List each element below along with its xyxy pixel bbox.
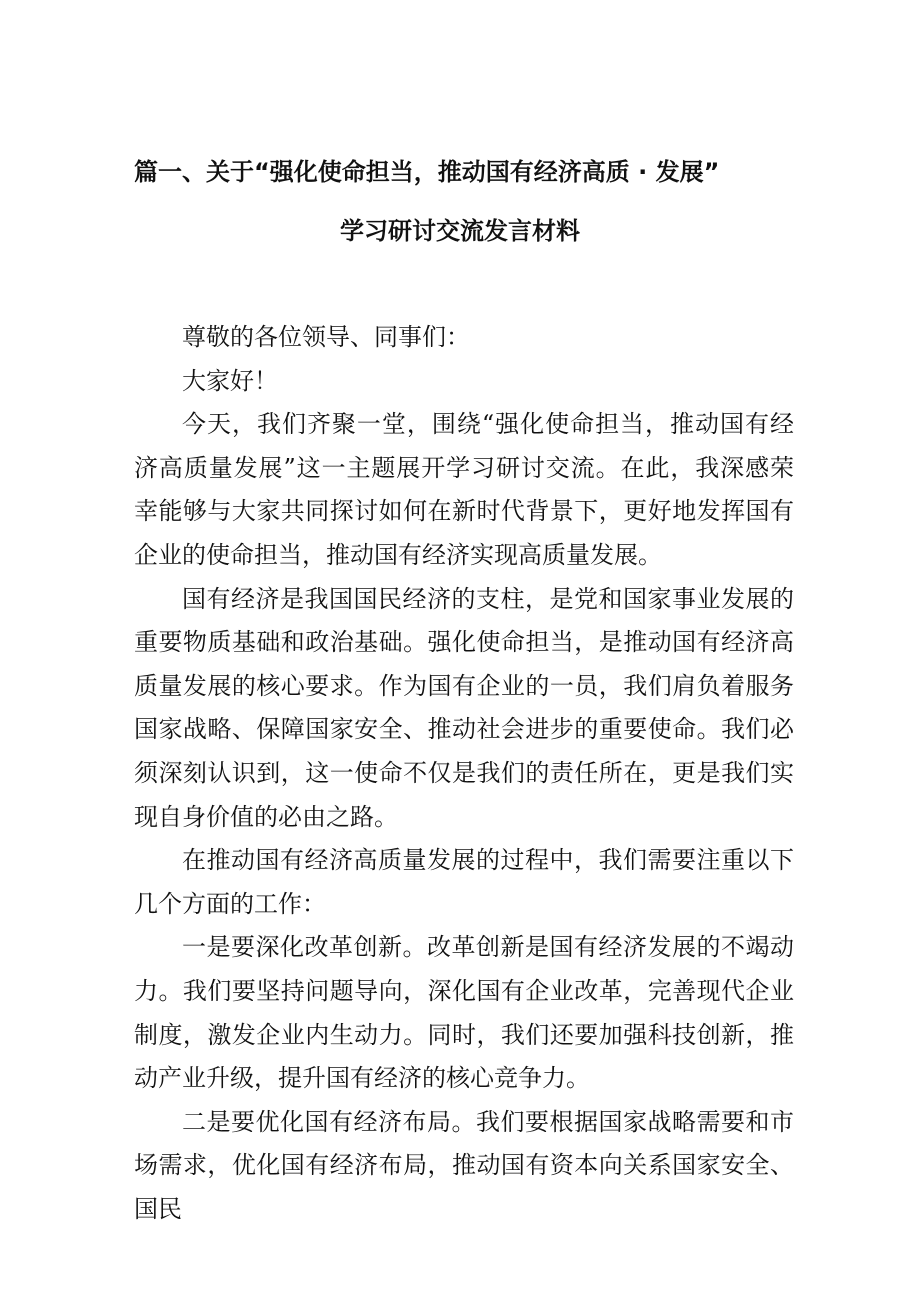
body-paragraph: 今天，我们齐聚一堂，围绕“强化使命担当，推动国有经济高质量发展”这一主题展开学习研讨交流。在此，我深感荣幸能够与大家共同探讨如何在新时代背景下，更好地发挥国有企业的使命担当，推动国有经济实现高质量发展。 (134, 410, 794, 569)
body-paragraph: 一是要深化改革创新。改革创新是国有经济发展的不竭动力。我们要坚持问题导向，深化国有企业改革，完善现代企业制度，激发企业内生动力。同时，我们还要加强科技创新，推动产业升级，提升国有经济的核心竞争力。 (134, 933, 794, 1093)
document-title-line-2: 学习研讨交流发言材料 (340, 217, 580, 245)
salutation: 尊敬的各位领导、同事们： (182, 323, 470, 351)
document-body (134, 316, 794, 1231)
greeting: 大家好！ (182, 366, 278, 395)
body-paragraph: 二是要优化国有经济布局。我们要根据国家战略需要和市场需求，优化国有经济布局，推动国有资本向关系国家安全、国民 (134, 1107, 794, 1223)
body-paragraph: 国有经济是我国国民经济的支柱，是党和国家事业发展的重要物质基础和政治基础。强化使命担当，是推动国有经济高质量发展的核心要求。作为国有企业的一员，我们肩负着服务国家战略、保障国家安全、推动社会进步的重要使命。我们必须深刻认识到，这一使命不仅是我们的责任所在，更是我们实现自身价值的必由之路。 (134, 584, 794, 831)
document-title-line-1: 篇一、关于“强化使命担当，推动国有经济高质 · 发展” (134, 158, 720, 186)
body-paragraph: 在推动国有经济高质量发展的过程中，我们需要注重以下几个方面的工作： (134, 846, 794, 918)
